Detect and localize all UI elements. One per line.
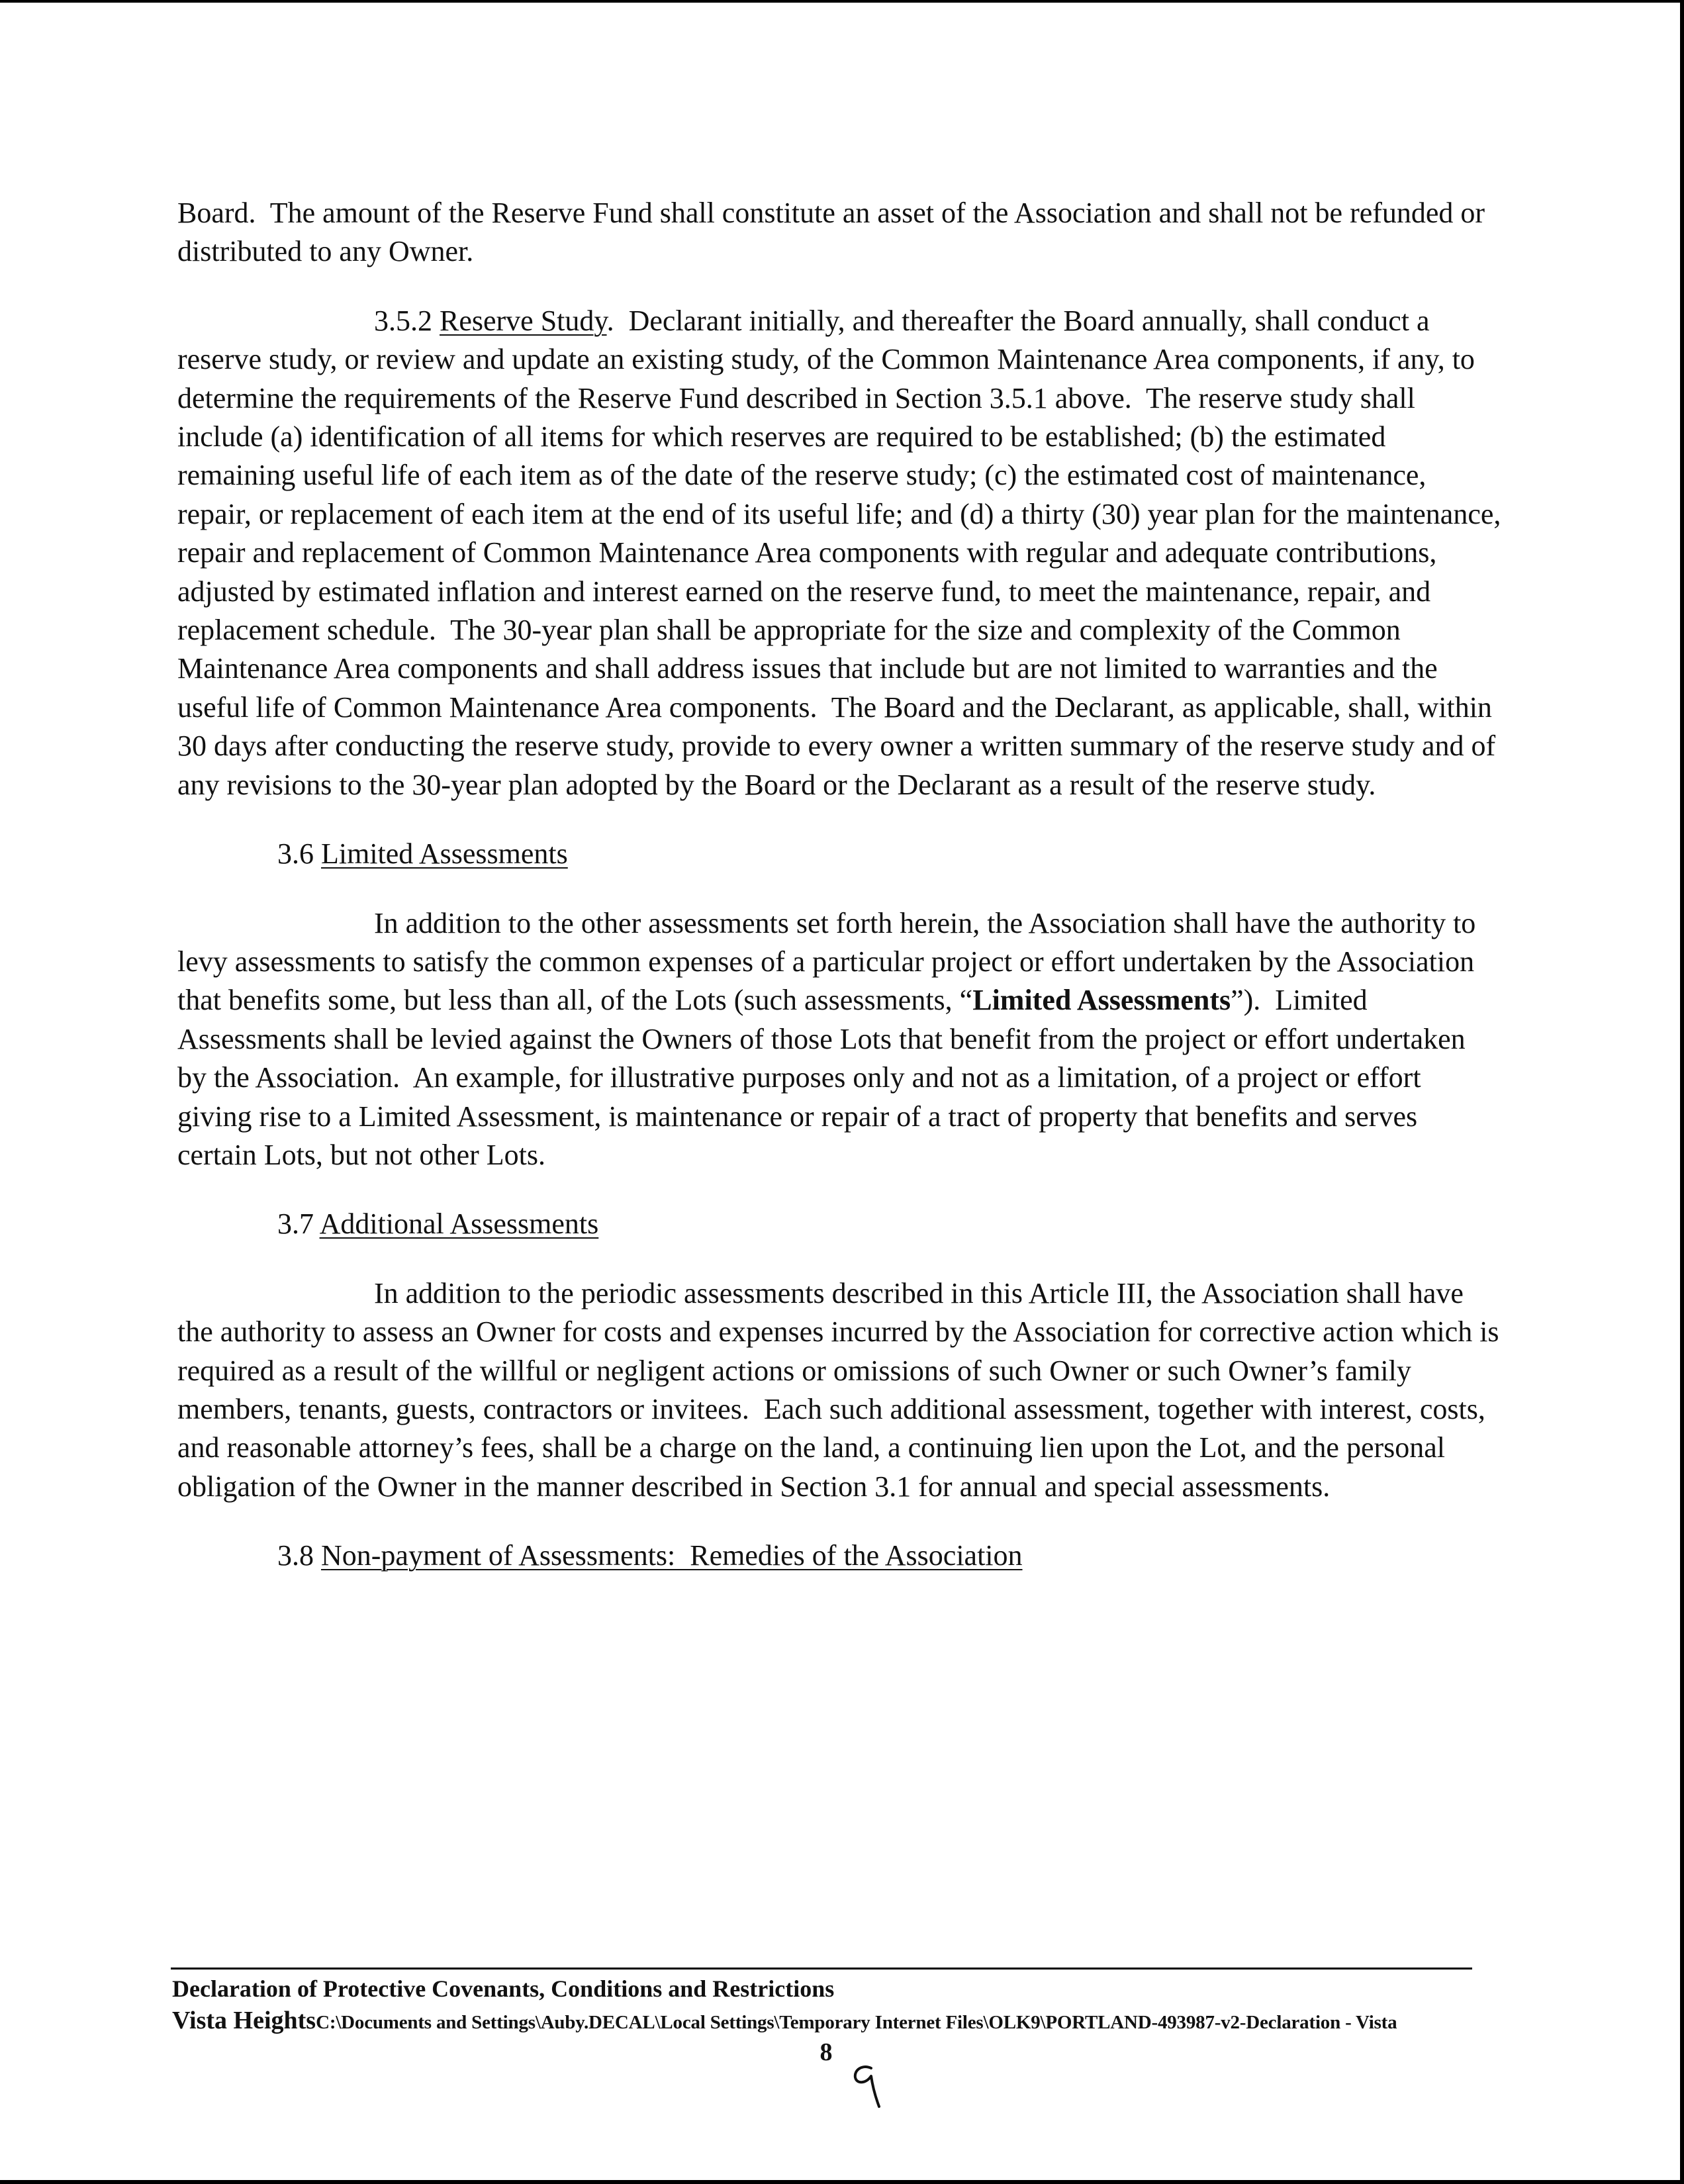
section-3-5-2 bbox=[177, 302, 1509, 804]
heading-3-6 bbox=[177, 835, 1501, 873]
scan-border-right bbox=[1680, 0, 1684, 2184]
footer-divider bbox=[171, 1968, 1472, 1970]
section-title-additional-assessments: Additional Assessments bbox=[319, 1208, 599, 1241]
text-after: ”). Limited Assessments shall be levied against the Owners of those Lots that benefit from the project or effort undertaken by the Association. An example, for illustrative purposes only and not as a limitation, of a project or effort giving rise to a Limited Assessment, is maintenance or repair of a tract of property that benefits and serves certain Lots, but not other Lots. bbox=[177, 984, 1473, 1171]
paragraph-limited-assessments bbox=[177, 904, 1501, 1175]
footer-file-path-line bbox=[172, 2005, 1661, 2042]
section-title-limited-assessments: Limited Assessments bbox=[321, 837, 568, 871]
handwritten-page-mark bbox=[845, 2059, 891, 2112]
section-number: 3.8 bbox=[277, 1539, 321, 1572]
heading-3-7 bbox=[177, 1205, 1501, 1243]
heading-3-8 bbox=[177, 1537, 1501, 1575]
section-title-reserve-study: Reserve Study bbox=[440, 304, 607, 337]
defined-term-limited-assessments: Limited Assessments bbox=[972, 984, 1231, 1017]
footer-document-title: Declaration of Protective Covenants, Conditions and Restrictions bbox=[172, 1975, 835, 2002]
page-number: 8 bbox=[819, 2038, 833, 2066]
footer-file-path: C:\Documents and Settings\Auby.DECAL\Local Settings\Temporary Internet Files\OLK9\PORTLAND-493987-v2-Declaration - Vista bbox=[316, 2012, 1397, 2033]
section-title-non-payment: Non-payment of Assessments: Remedies of the Association bbox=[321, 1539, 1023, 1572]
section-number: 3.7 bbox=[277, 1208, 320, 1241]
paragraph-reserve-fund-end: Board. The amount of the Reserve Fund shall constitute an asset of the Association and shall not be refunded or distributed to any Owner. bbox=[177, 197, 1493, 268]
text-before: In addition to the other assessments set forth herein, the Association shall have the authority to levy assessments to satisfy the common expenses of a particular project or effort undertaken by the Association that benefits some, but less than all, of the Lots (such assessments, “ bbox=[177, 906, 1483, 1017]
scan-border-top bbox=[0, 0, 1684, 3]
footer-project-name: Vista Heights bbox=[172, 2007, 316, 2034]
scan-border-bottom bbox=[0, 2180, 1684, 2184]
footer bbox=[172, 1973, 1661, 2042]
section-number: 3.6 bbox=[277, 837, 321, 871]
document-body bbox=[177, 194, 1509, 1606]
section-number: 3.5.2 bbox=[374, 304, 440, 337]
paragraph-additional-assessments: In addition to the periodic assessments described in this Article III, the Association shall have the authority to assess an Owner for costs and expenses incurred by the Association for corrective action which is required as a result of the willful or negligent actions or omissions of such Owner or such Owner’s family members, tenants, guests, contractors or invitees. Each such additional assessment, together with interest, costs, and reasonable attorney’s fees, shall be a charge on the land, a continuing lien upon the Lot, and the personal obligation of the Owner in the manner described in Section 3.1 for annual and special assessments. bbox=[177, 1276, 1507, 1503]
section-text: . Declarant initially, and thereafter the Board annually, shall conduct a reserve study, or review and update an existing study, of the Common Maintenance Area components, if any, to determine the requirements of the Reserve Fund described in Section 3.5.1 above. The reserve study shall include (a) identification of all items for which reserves are required to be established; (b) the estimated remaining useful life of each item as of the date of the reserve study; (c) the estimated cost of maintenance, repair, or replacement of each item at the end of its useful life; and (d) a thirty (30) year plan for the maintenance, repair and replacement of Common Maintenance Area components with regular and adequate contributions, adjusted by estimated inflation and interest earned on the reserve fund, to meet the maintenance, repair, and replacement schedule. The 30-year plan shall be appropriate for the size and complexity of the Common Maintenance Area components and shall address issues that include but are not limited to warranties and the useful life of Common Maintenance Area components. The Board and the Declarant, as applicable, shall, within 30 days after conducting the reserve study, provide to every owner a written summary of the reserve study and of any revisions to the 30-year plan adopted by the Board or the Declarant as a result of the reserve study. bbox=[177, 304, 1509, 801]
